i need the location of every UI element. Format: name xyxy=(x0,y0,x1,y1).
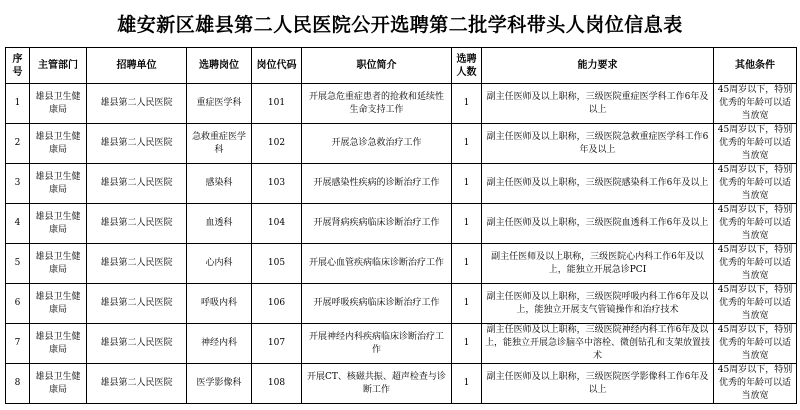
cell-other: 45周岁以下，特别优秀的年龄可以适当放宽 xyxy=(714,124,797,164)
table-row xyxy=(6,244,797,284)
table-header-row xyxy=(6,48,797,84)
cell-other: 45周岁以下，特别优秀的年龄可以适当放宽 xyxy=(714,364,797,404)
cell-intro: 开展心血管疾病临床诊断治疗工作 xyxy=(302,244,452,284)
cell-unit: 雄县第二人民医院 xyxy=(87,244,187,284)
cell-unit: 雄县第二人民医院 xyxy=(87,84,187,124)
cell-count: 1 xyxy=(452,164,482,204)
cell-no: 5 xyxy=(6,244,30,284)
cell-dept: 雄县卫生健康局 xyxy=(30,244,87,284)
table-row xyxy=(6,124,797,164)
cell-other: 45周岁以下，特别优秀的年龄可以适当放宽 xyxy=(714,244,797,284)
cell-code: 103 xyxy=(252,164,302,204)
cell-code: 107 xyxy=(252,324,302,364)
cell-intro: 开展急危重症患者的抢救和延续性生命支持工作 xyxy=(302,84,452,124)
cell-position: 感染科 xyxy=(187,164,252,204)
cell-unit: 雄县第二人民医院 xyxy=(87,284,187,324)
cell-req: 副主任医师及以上职称，三级医院心内科工作6年及以上，能独立开展急诊PCI xyxy=(482,244,714,284)
cell-position: 重症医学科 xyxy=(187,84,252,124)
header-unit: 招聘单位 xyxy=(87,48,187,84)
cell-dept: 雄县卫生健康局 xyxy=(30,284,87,324)
cell-dept: 雄县卫生健康局 xyxy=(30,324,87,364)
cell-code: 106 xyxy=(252,284,302,324)
header-no: 序号 xyxy=(6,48,30,84)
cell-no: 8 xyxy=(6,364,30,404)
cell-count: 1 xyxy=(452,84,482,124)
cell-unit: 雄县第二人民医院 xyxy=(87,364,187,404)
cell-unit: 雄县第二人民医院 xyxy=(87,204,187,244)
header-code: 岗位代码 xyxy=(252,48,302,84)
cell-req: 副主任医师及以上职称，三级医院急救重症医学科工作6年及以上 xyxy=(482,124,714,164)
cell-position: 心内科 xyxy=(187,244,252,284)
cell-position: 神经内科 xyxy=(187,324,252,364)
cell-count: 1 xyxy=(452,284,482,324)
cell-no: 2 xyxy=(6,124,30,164)
cell-req: 副主任医师及以上职称，三级医院重症医学科工作6年及以上 xyxy=(482,84,714,124)
cell-unit: 雄县第二人民医院 xyxy=(87,124,187,164)
cell-no: 3 xyxy=(6,164,30,204)
cell-req: 副主任医师及以上职称，三级医院呼吸内科工作6年及以上，能独立开展支气管镜操作和治疗技术 xyxy=(482,284,714,324)
cell-req: 副主任医师及以上职称，三级医院神经内科工作6年及以上，能独立开展急诊脑卒中溶栓、微创钻孔和支架放置技术 xyxy=(482,324,714,364)
cell-dept: 雄县卫生健康局 xyxy=(30,364,87,404)
table-row xyxy=(6,204,797,244)
cell-req: 副主任医师及以上职称，三级医院医学影像科工作6年及以上 xyxy=(482,364,714,404)
cell-other: 45周岁以下，特别优秀的年龄可以适当放宽 xyxy=(714,324,797,364)
cell-other: 45周岁以下，特别优秀的年龄可以适当放宽 xyxy=(714,204,797,244)
cell-dept: 雄县卫生健康局 xyxy=(30,164,87,204)
cell-no: 4 xyxy=(6,204,30,244)
cell-count: 1 xyxy=(452,204,482,244)
cell-intro: 开展神经内科疾病临床诊断治疗工作 xyxy=(302,324,452,364)
cell-no: 1 xyxy=(6,84,30,124)
cell-count: 1 xyxy=(452,244,482,284)
cell-unit: 雄县第二人民医院 xyxy=(87,164,187,204)
cell-position: 急救重症医学科 xyxy=(187,124,252,164)
cell-dept: 雄县卫生健康局 xyxy=(30,204,87,244)
table-row xyxy=(6,164,797,204)
header-position: 选聘岗位 xyxy=(187,48,252,84)
cell-dept: 雄县卫生健康局 xyxy=(30,84,87,124)
cell-intro: 开展急诊急救治疗工作 xyxy=(302,124,452,164)
cell-position: 医学影像科 xyxy=(187,364,252,404)
cell-other: 45周岁以下，特别优秀的年龄可以适当放宽 xyxy=(714,84,797,124)
cell-count: 1 xyxy=(452,364,482,404)
cell-position: 呼吸内科 xyxy=(187,284,252,324)
cell-other: 45周岁以下，特别优秀的年龄可以适当放宽 xyxy=(714,284,797,324)
cell-position: 血透科 xyxy=(187,204,252,244)
header-req: 能力要求 xyxy=(482,48,714,84)
table-row xyxy=(6,324,797,364)
cell-no: 7 xyxy=(6,324,30,364)
table-row xyxy=(6,364,797,404)
header-dept: 主管部门 xyxy=(30,48,87,84)
cell-intro: 开展CT、核磁共振、超声检查与诊断工作 xyxy=(302,364,452,404)
cell-code: 101 xyxy=(252,84,302,124)
cell-intro: 开展呼吸疾病临床诊断治疗工作 xyxy=(302,284,452,324)
cell-count: 1 xyxy=(452,324,482,364)
page-title: 雄安新区雄县第二人民医院公开选聘第二批学科带头人岗位信息表 xyxy=(117,14,683,36)
cell-req: 副主任医师及以上职称，三级医院血透科工作6年及以上 xyxy=(482,204,714,244)
positions-table xyxy=(5,47,797,404)
header-other: 其他条件 xyxy=(714,48,797,84)
cell-count: 1 xyxy=(452,124,482,164)
cell-intro: 开展肾病疾病临床诊断治疗工作 xyxy=(302,204,452,244)
cell-unit: 雄县第二人民医院 xyxy=(87,324,187,364)
cell-code: 108 xyxy=(252,364,302,404)
header-intro: 职位简介 xyxy=(302,48,452,84)
cell-intro: 开展感染性疾病的诊断治疗工作 xyxy=(302,164,452,204)
cell-code: 102 xyxy=(252,124,302,164)
cell-code: 105 xyxy=(252,244,302,284)
cell-req: 副主任医师及以上职称，三级医院感染科工作6年及以上 xyxy=(482,164,714,204)
table-row xyxy=(6,284,797,324)
header-count: 选聘人数 xyxy=(452,48,482,84)
cell-other: 45周岁以下，特别优秀的年龄可以适当放宽 xyxy=(714,164,797,204)
cell-no: 6 xyxy=(6,284,30,324)
cell-dept: 雄县卫生健康局 xyxy=(30,124,87,164)
cell-code: 104 xyxy=(252,204,302,244)
table-row xyxy=(6,84,797,124)
